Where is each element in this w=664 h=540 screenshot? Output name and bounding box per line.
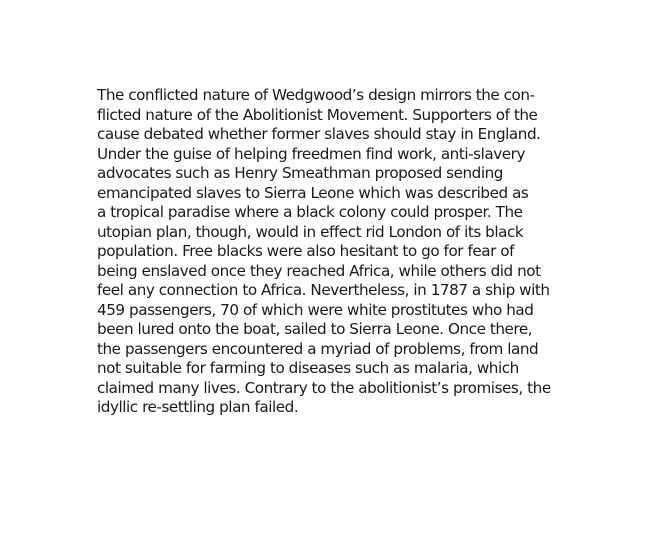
paragraph-line: advocates such as Henry Smeathman proposed sending <box>97 164 503 182</box>
body-paragraph <box>97 86 567 418</box>
paragraph-line: a tropical paradise where a black colony could prosper. The <box>97 203 523 221</box>
paragraph-line: the passengers encountered a myriad of problems, from land <box>97 339 539 358</box>
paragraph-line: 459 passengers, 70 of which were white prostitutes who had <box>97 300 534 319</box>
paragraph-line: emancipated slaves to Sierra Leone which was described as <box>97 183 529 202</box>
paragraph-line: feel any connection to Africa. Nevertheless, in 1787 a ship with <box>97 281 550 299</box>
paragraph-line: population. Free blacks were also hesitant to go for fear of <box>97 242 515 260</box>
paragraph-line: being enslaved once they reached Africa, while others did not <box>97 261 541 280</box>
paragraph-line: Under the guise of helping freedmen find work, anti-slavery <box>97 144 526 163</box>
paragraph-line: idyllic re-settling plan failed. <box>97 398 299 416</box>
paragraph-line: been lured onto the boat, sailed to Sierra Leone. Once there, <box>97 320 533 338</box>
paragraph-line: The conflicted nature of Wedgwood’s design mirrors the con- <box>97 86 535 104</box>
paragraph-line: utopian plan, though, would in effect rid London of its black <box>97 222 524 241</box>
paragraph-line: claimed many lives. Contrary to the abolitionist’s promises, the <box>97 378 551 397</box>
paragraph-line: flicted nature of the Abolitionist Movement. Supporters of the <box>97 105 538 124</box>
paragraph-line: not suitable for farming to diseases such as malaria, which <box>97 359 519 377</box>
paragraph-line: cause debated whether former slaves should stay in England. <box>97 125 541 143</box>
